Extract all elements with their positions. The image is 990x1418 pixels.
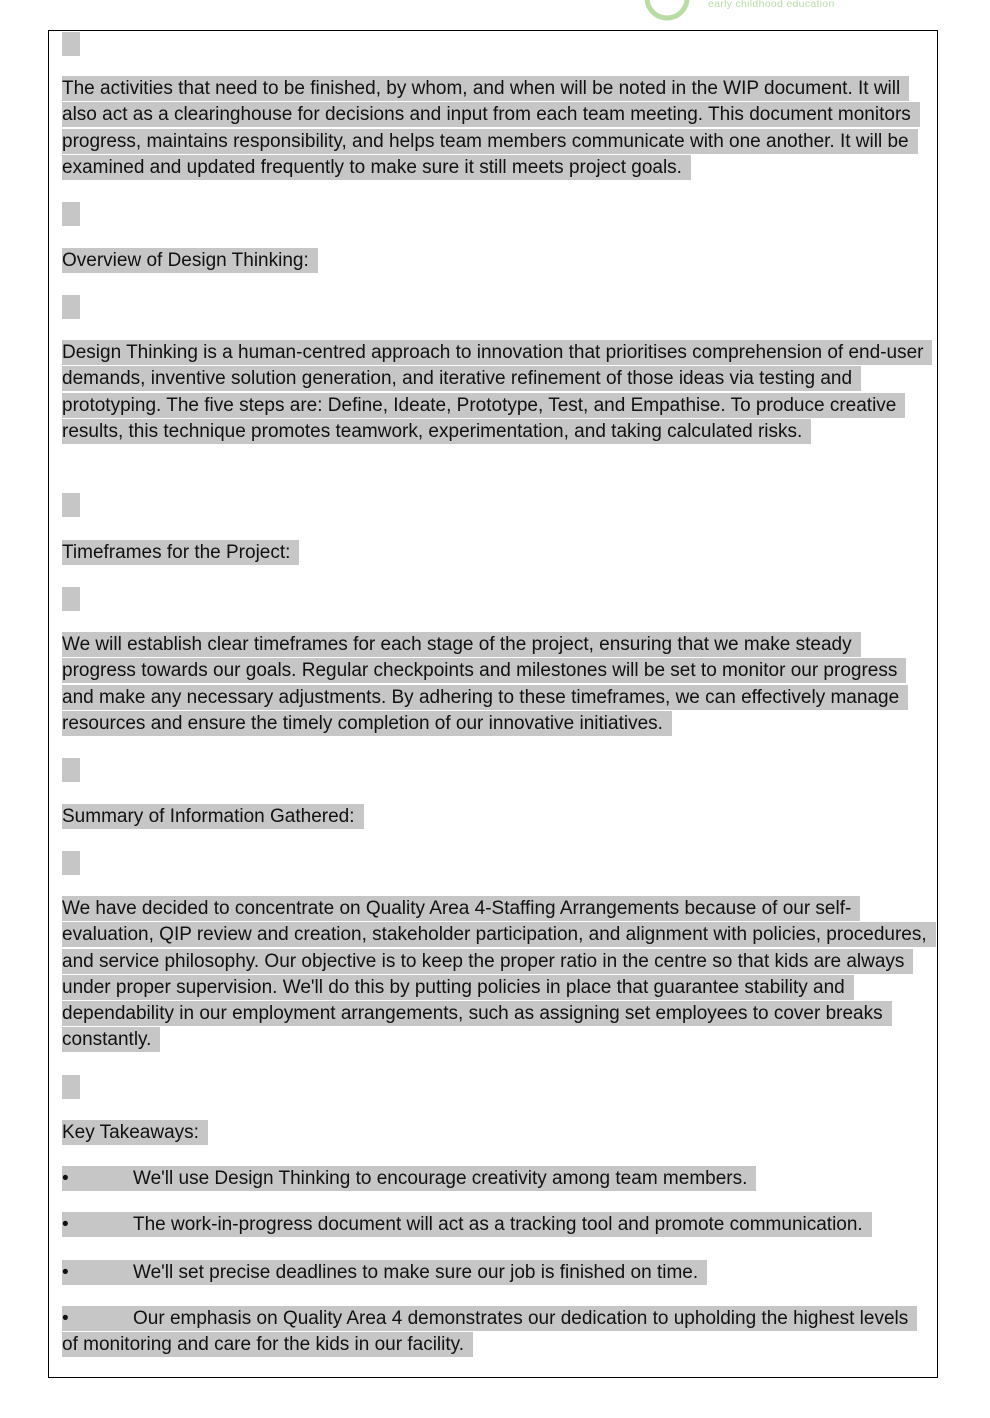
design-thinking-paragraph: Design Thinking is a human-centred approach to innovation that prioritises comprehension of end-user demands, inventive solution generation, and iterative refinement of those ideas via testing and prototyping. The five steps are: Define, Ideate, Prototype, Test, and Empathise. To produce creative results, this technique promotes teamwork, experimentation, and taking calculated risks. <box>62 340 928 445</box>
summary-heading: Summary of Information Gathered: <box>62 804 364 830</box>
empty-paragraph-marker <box>62 295 80 319</box>
wip-paragraph: The activities that need to be finished, by whom, and when will be noted in the WIP document. It will also act as a clearinghouse for decisions and input from each team meeting. This document monitors progress, maintains responsibility, and helps team members communicate with one another. It will be examined and updated frequently to make sure it still meets project goals. <box>62 76 928 181</box>
summary-paragraph: We have decided to concentrate on Quality Area 4-Staffing Arrangements because of our self-evaluation, QIP review and creation, stakeholder participation, and alignment with policies, procedures, and service philosophy. Our objective is to keep the proper ratio in the centre so that kids are always under proper supervision. We'll do this by putting policies in place that guarantee stability and dependability in our employment arrangements, such as assigning set employees to cover breaks constantly. <box>62 896 928 1054</box>
design-thinking-heading: Overview of Design Thinking: <box>62 248 318 274</box>
empty-paragraph-marker <box>62 32 80 56</box>
takeaway-item: • The work-in-progress document will act as a tracking tool and promote communication. <box>62 1212 928 1238</box>
takeaway-item: • We'll use Design Thinking to encourage creativity among team members. <box>62 1166 928 1192</box>
logo-icon <box>640 0 694 22</box>
bullet-icon: • <box>62 1214 69 1235</box>
empty-paragraph-marker <box>62 851 80 875</box>
timeframes-heading: Timeframes for the Project: <box>62 540 299 566</box>
empty-paragraph-marker <box>62 1075 80 1099</box>
empty-paragraph-marker <box>62 493 80 517</box>
empty-paragraph-marker <box>62 202 80 226</box>
key-takeaways-heading: Key Takeaways: <box>62 1120 208 1146</box>
takeaway-item: • We'll set precise deadlines to make sure our job is finished on time. <box>62 1260 928 1286</box>
takeaway-item: • Our emphasis on Quality Area 4 demonstrates our dedication to upholding the highest levels of monitoring and care for the kids in our facility. <box>62 1306 928 1359</box>
logo-text: early childhood education <box>708 0 835 10</box>
empty-paragraph-marker <box>62 758 80 782</box>
bullet-icon: • <box>62 1168 69 1189</box>
bullet-icon: • <box>62 1262 69 1283</box>
empty-paragraph-marker <box>62 587 80 611</box>
timeframes-paragraph: We will establish clear timeframes for each stage of the project, ensuring that we make steady progress towards our goals. Regular checkpoints and milestones will be set to monitor our progress and make any necessary adjustments. By adhering to these timeframes, we can effectively manage resources and ensure the timely completion of our innovative initiatives. <box>62 632 928 737</box>
bullet-icon: • <box>62 1308 69 1329</box>
